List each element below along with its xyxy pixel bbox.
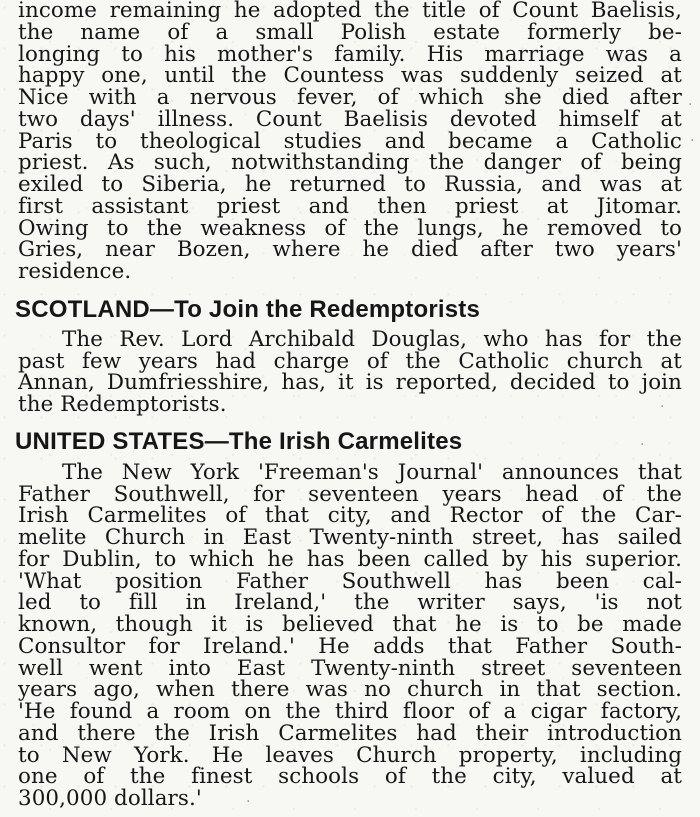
text-line: priest. As such, notwithstanding the danger of being <box>18 150 682 176</box>
text-line: and there the Irish Carmelites had their introduction <box>18 720 682 746</box>
section-heading: UNITED STATES—The Irish Carmelites <box>15 427 463 455</box>
text-line: one of the finest schools of the city, valued at <box>18 764 682 790</box>
text-line: The Rev. Lord Archibald Douglas, who has for the <box>62 326 682 352</box>
article-column <box>15 0 682 811</box>
text-line: happy one, until the Countess was suddenly seized at <box>18 63 682 89</box>
text-line: two days' illness. Count Baelisis devoted himself at <box>18 106 682 132</box>
text-line: longing to his mother's family. His marriage was a <box>18 41 682 67</box>
text-line: 300,000 dollars.' <box>18 786 202 811</box>
text-line: Gries, near Bozen, where he died after two years' <box>18 237 682 263</box>
section-heading: SCOTLAND—To Join the Redemptorists <box>15 295 481 323</box>
print-speck: · <box>640 437 645 453</box>
text-line: Paris to theological studies and became a Catholic <box>18 128 682 154</box>
text-line: Nice with a nervous fever, of which she died after <box>18 85 682 110</box>
text-line: Father Southwell, for seventeen years head of the <box>18 481 682 507</box>
text-line: Irish Carmelites of that city, and Rector of the Car- <box>18 503 682 529</box>
text-line: past few years had charge of the Catholic church at <box>18 348 682 374</box>
text-line: 'What position Father Southwell has been cal- <box>18 568 682 594</box>
text-line: well went into East Twenty-ninth street seventeen <box>18 655 682 681</box>
text-line: to New York. He leaves Church property, including <box>18 742 682 768</box>
text-line: years ago, when there was no church in that section. <box>18 677 682 703</box>
text-line: first assistant priest and then priest at Jitomar. <box>18 193 682 219</box>
text-line: income remaining he adopted the title of Count Baelisis, <box>18 0 682 23</box>
text-line: for Dublin, to which he has been called by his superior. <box>18 546 682 572</box>
text-line: 'He found a room on the third floor of a cigar factory, <box>18 699 682 724</box>
text-line: the name of a small Polish estate formerly be- <box>18 19 682 45</box>
text-line: The New York 'Freeman's Journal' announces that <box>62 459 682 485</box>
text-line: known, though it is believed that he is to be made <box>18 612 682 637</box>
print-speck: · <box>688 97 693 113</box>
print-speck: · <box>246 794 251 810</box>
print-speck: · <box>660 399 665 415</box>
text-line: exiled to Siberia, he returned to Russia, and was at <box>18 172 682 197</box>
text-line: Consultor for Ireland.' He adds that Father South- <box>18 633 682 659</box>
text-line: led to fill in Ireland,' the writer says, 'is not <box>18 590 682 616</box>
text-line: Annan, Dumfriesshire, has, it is reported, decided to join <box>18 370 682 396</box>
section-scotland <box>15 292 682 417</box>
text-line: the Redemptorists. <box>18 392 227 417</box>
intro-paragraph <box>18 0 682 283</box>
text-line: melite Church in East Twenty-ninth street, has sailed <box>18 525 682 550</box>
print-speck: · <box>690 133 695 149</box>
section-united-states <box>15 424 682 811</box>
text-line: Owing to the weakness of the lungs, he removed to <box>18 215 682 241</box>
text-line: residence. <box>18 259 132 284</box>
